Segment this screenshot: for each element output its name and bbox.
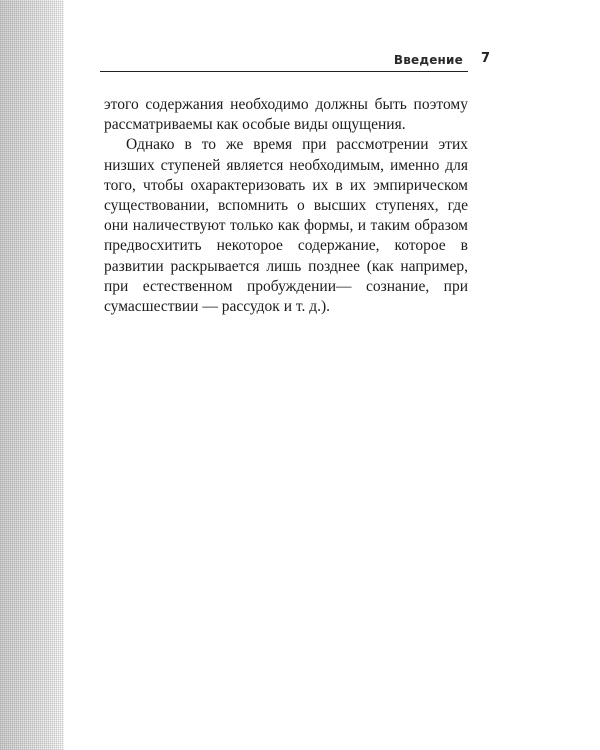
- spine-shadow: [0, 0, 64, 750]
- body-text: [104, 95, 468, 317]
- page-number: 7: [481, 51, 491, 66]
- paragraph: Однако в то же время при рассмотрении этих низших ступеней является необходимым, именно для того, чтобы охарактеризовать их в их эмпирическом существовании, вспомнить о высших ступенях, где они наличествуют только как формы, и таким образом предвосхитить некоторое содержание, которое в развитии раскрывается лишь позднее (как например, при естественном пробуждении— сознание, при сумасшествии — рассудок и т. д.).: [104, 136, 468, 316]
- running-header-title: Введение: [393, 53, 463, 67]
- header-rule: [100, 71, 468, 72]
- running-header: [100, 52, 468, 72]
- paragraph: этого содержания необходимо должны быть поэтому рассматриваемы как особые виды ощущения.: [104, 96, 468, 134]
